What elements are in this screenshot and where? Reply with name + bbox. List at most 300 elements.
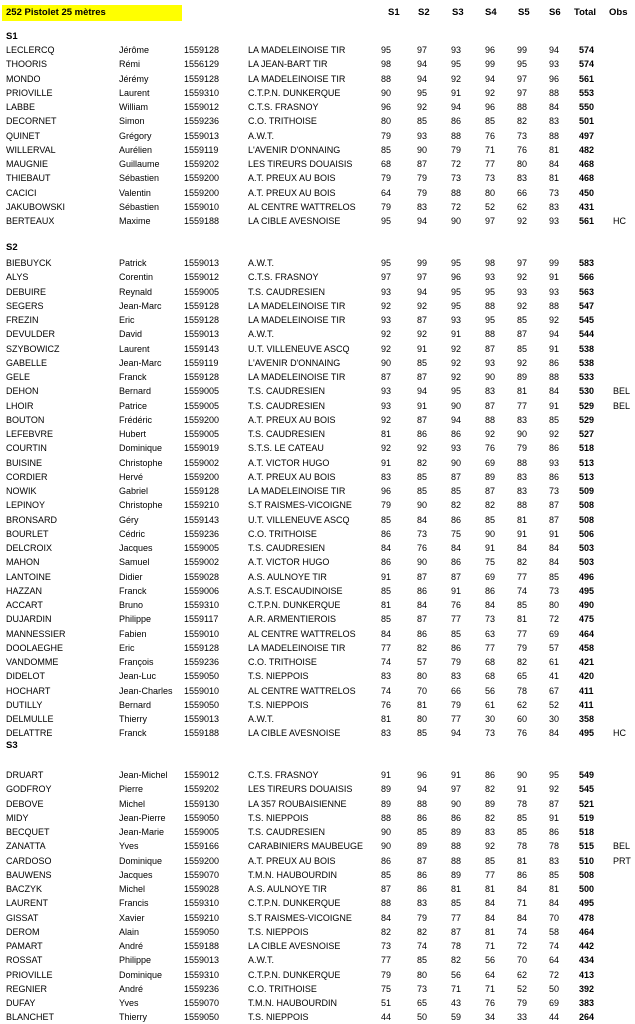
cell-s5: 83 — [517, 173, 528, 184]
cell-name: DEBUIRE — [6, 286, 47, 297]
cell-club: A.T. PREUX AU BOIS — [248, 173, 336, 184]
cell-s3: 86 — [451, 116, 462, 127]
cell-s5: 84 — [517, 884, 528, 894]
cell-firstname: Franck — [119, 585, 147, 596]
cell-total: 529 — [579, 414, 595, 425]
cell-s2: 76 — [417, 543, 428, 553]
cell-s5: 90 — [517, 429, 528, 439]
cell-s6: 73 — [549, 187, 560, 198]
cell-s1: 80 — [381, 116, 392, 127]
cell-club: A.W.T. — [248, 714, 275, 724]
cell-s4: 82 — [485, 500, 496, 511]
cell-firstname: Sébastien — [119, 173, 160, 184]
cell-total: 529 — [579, 400, 595, 411]
cell-club: LA CIBLE AVESNOISE — [248, 728, 341, 739]
cell-s5: 92 — [517, 216, 528, 226]
cell-total: 574 — [579, 59, 595, 70]
cell-total: 420 — [579, 671, 595, 682]
cell-s1: 74 — [381, 657, 392, 667]
cell-s2: 90 — [417, 557, 428, 568]
cell-total: 530 — [579, 386, 595, 397]
cell-s5: 72 — [517, 941, 528, 951]
cell-license: 1559019 — [184, 443, 220, 454]
table-row — [0, 299, 635, 313]
cell-s6: 91 — [549, 272, 560, 283]
cell-s2: 87 — [417, 571, 428, 582]
cell-license: 1559210 — [184, 500, 220, 511]
cell-name: DRUART — [6, 770, 44, 780]
cell-firstname: Franck — [119, 728, 147, 739]
cell-s5: 62 — [517, 201, 528, 212]
cell-name: MIDY — [6, 812, 29, 823]
cell-s4: 87 — [485, 343, 496, 354]
cell-license: 1559028 — [184, 884, 220, 894]
cell-club: T.S. NIEPPOIS — [248, 699, 309, 710]
cell-firstname: Jérémy — [119, 73, 149, 84]
cell-name: VANDOMME — [6, 657, 59, 667]
cell-s4: 88 — [485, 329, 496, 340]
cell-s3: 85 — [451, 898, 462, 909]
cell-club: AL CENTRE WATTRELOS — [248, 628, 356, 639]
cell-name: QUINET — [6, 130, 41, 141]
table-row — [0, 911, 635, 925]
cell-s2: 73 — [417, 983, 428, 994]
cell-total: 383 — [579, 998, 595, 1008]
cell-s1: 79 — [381, 130, 392, 141]
cell-s2: 90 — [417, 500, 428, 511]
cell-total: 450 — [579, 187, 595, 198]
cell-s4: 92 — [485, 429, 496, 439]
cell-firstname: Christophe — [119, 457, 163, 468]
cell-name: BOUTON — [6, 414, 45, 425]
cell-s1: 91 — [381, 457, 392, 468]
header-s5: S5 — [518, 7, 530, 18]
cell-s6: 69 — [549, 998, 560, 1008]
cell-firstname: Jean-Marc — [119, 357, 162, 368]
cell-name: BECQUET — [6, 827, 50, 837]
cell-firstname: Jean-Luc — [119, 671, 157, 682]
cell-s3: 93 — [451, 45, 462, 55]
cell-license: 1559010 — [184, 685, 220, 696]
cell-s4: 82 — [485, 812, 496, 823]
cell-s2: 86 — [417, 869, 428, 880]
cell-total: 490 — [579, 600, 595, 610]
cell-name: DELATTRE — [6, 728, 53, 739]
cell-s6: 84 — [549, 159, 560, 169]
cell-license: 1559070 — [184, 998, 220, 1008]
cell-s5: 90 — [517, 770, 528, 780]
cell-club: A.W.T. — [248, 130, 275, 141]
cell-s6: 91 — [549, 812, 560, 823]
cell-s2: 80 — [417, 969, 428, 980]
cell-s1: 92 — [381, 443, 392, 454]
cell-s3: 95 — [451, 286, 462, 297]
cell-s4: 95 — [485, 286, 496, 297]
cell-s5: 60 — [517, 714, 528, 724]
cell-s5: 81 — [517, 614, 528, 625]
cell-s1: 93 — [381, 400, 392, 411]
cell-license: 1559200 — [184, 187, 220, 198]
cell-s1: 74 — [381, 685, 392, 696]
cell-s5: 79 — [517, 443, 528, 454]
cell-s1: 77 — [381, 642, 392, 653]
cell-total: 518 — [579, 827, 595, 837]
cell-s6: 30 — [549, 714, 560, 724]
cell-total: 495 — [579, 585, 595, 596]
table-row — [0, 684, 635, 698]
cell-name: REGNIER — [6, 983, 48, 994]
cell-s3: 71 — [451, 983, 462, 994]
cell-s3: 95 — [451, 300, 462, 311]
cell-s1: 81 — [381, 714, 392, 724]
cell-s3: 89 — [451, 827, 462, 837]
cell-s6: 84 — [549, 543, 560, 553]
cell-firstname: Philippe — [119, 955, 152, 966]
cell-s3: 77 — [451, 614, 462, 625]
cell-s1: 83 — [381, 471, 392, 482]
cell-total: 508 — [579, 514, 595, 525]
cell-s6: 99 — [549, 258, 560, 268]
cell-s1: 86 — [381, 557, 392, 568]
cell-total: 509 — [579, 486, 595, 496]
table-row — [0, 825, 635, 839]
cell-s1: 91 — [381, 770, 392, 780]
cell-name: LEPINOY — [6, 500, 46, 511]
cell-s6: 95 — [549, 770, 560, 780]
cell-club: C.T.S. FRASNOY — [248, 102, 319, 112]
cell-total: 561 — [579, 216, 595, 226]
cell-s2: 81 — [417, 699, 428, 710]
cell-s3: 86 — [451, 557, 462, 568]
cell-s6: 92 — [549, 315, 560, 325]
cell-s6: 86 — [549, 827, 560, 837]
cell-firstname: Yves — [119, 998, 139, 1008]
cell-total: 431 — [579, 201, 595, 212]
cell-s5: 91 — [517, 784, 528, 795]
cell-s2: 94 — [417, 286, 428, 297]
cell-s4: 92 — [485, 87, 496, 98]
table-row — [0, 655, 635, 669]
cell-total: 434 — [579, 955, 595, 966]
cell-firstname: Jean-Marie — [119, 827, 165, 837]
cell-name: DUJARDIN — [6, 614, 52, 625]
cell-s3: 73 — [451, 173, 462, 184]
cell-s1: 73 — [381, 941, 392, 951]
cell-total: 583 — [579, 258, 595, 268]
cell-name: BIEBUYCK — [6, 258, 52, 268]
cell-name: NOWIK — [6, 486, 37, 496]
cell-s4: 99 — [485, 59, 496, 70]
cell-total: 464 — [579, 628, 595, 639]
cell-club: C.T.P.N. DUNKERQUE — [248, 600, 341, 610]
cell-total: 550 — [579, 102, 595, 112]
table-row — [0, 43, 635, 57]
page-title: 252 Pistolet 25 mètres — [6, 7, 106, 18]
cell-name: CARDOSO — [6, 855, 52, 866]
cell-s5: 79 — [517, 998, 528, 1008]
cell-club: LA 357 ROUBAISIENNE — [248, 798, 347, 809]
table-row — [0, 384, 635, 398]
cell-firstname: Eric — [119, 315, 135, 325]
cell-s4: 94 — [485, 73, 496, 84]
cell-s4: 61 — [485, 699, 496, 710]
cell-total: 563 — [579, 286, 595, 297]
cell-club: T.S. NIEPPOIS — [248, 1012, 309, 1023]
table-row — [0, 513, 635, 527]
cell-name: DELCROIX — [6, 543, 53, 553]
cell-s6: 86 — [549, 357, 560, 368]
cell-club: L'AVENIR D'ONNAING — [248, 357, 341, 368]
cell-s2: 99 — [417, 258, 428, 268]
cell-firstname: Valentin — [119, 187, 151, 198]
cell-s1: 86 — [381, 528, 392, 539]
cell-license: 1559012 — [184, 102, 220, 112]
cell-s6: 87 — [549, 500, 560, 511]
cell-s5: 81 — [517, 386, 528, 397]
cell-name: ACCART — [6, 600, 43, 610]
cell-s1: 76 — [381, 699, 392, 710]
cell-license: 1559005 — [184, 827, 220, 837]
cell-s1: 84 — [381, 628, 392, 639]
cell-s4: 85 — [485, 514, 496, 525]
cell-club: CARABINIERS MAUBEUGE — [248, 841, 364, 852]
cell-total: 411 — [579, 685, 594, 696]
cell-license: 1559050 — [184, 1012, 220, 1023]
cell-s4: 77 — [485, 159, 496, 169]
cell-license: 1559010 — [184, 201, 220, 212]
header-s1: S1 — [388, 7, 400, 18]
cell-name: LEFEBVRE — [6, 429, 54, 439]
cell-s4: 88 — [485, 414, 496, 425]
cell-s3: 86 — [451, 514, 462, 525]
table-row — [0, 484, 635, 498]
cell-club: A.T. PREUX AU BOIS — [248, 187, 336, 198]
cell-s4: 85 — [485, 116, 496, 127]
cell-total: 574 — [579, 45, 595, 55]
cell-total: 515 — [579, 841, 595, 852]
cell-s6: 96 — [549, 73, 560, 84]
cell-s2: 80 — [417, 671, 428, 682]
cell-s4: 84 — [485, 898, 496, 909]
cell-s3: 93 — [451, 443, 462, 454]
cell-s3: 82 — [451, 955, 462, 966]
cell-total: 482 — [579, 144, 595, 155]
cell-license: 1559236 — [184, 657, 220, 667]
cell-name: CORDIER — [6, 471, 48, 482]
cell-s1: 92 — [381, 414, 392, 425]
cell-total: 513 — [579, 471, 595, 482]
cell-license: 1559236 — [184, 983, 220, 994]
cell-firstname: Samuel — [119, 557, 150, 568]
cell-name: DEBOVE — [6, 798, 44, 809]
cell-s1: 51 — [381, 998, 392, 1008]
cell-s6: 91 — [549, 400, 560, 411]
cell-s2: 83 — [417, 201, 428, 212]
cell-club: U.T. VILLENEUVE ASCQ — [248, 343, 350, 354]
cell-name: DEHON — [6, 386, 39, 397]
cell-s1: 64 — [381, 187, 392, 198]
cell-license: 1559188 — [184, 941, 220, 951]
cell-s4: 85 — [485, 855, 496, 866]
table-row — [0, 114, 635, 128]
cell-club: C.O. TRITHOISE — [248, 983, 317, 994]
cell-name: PAMART — [6, 941, 43, 951]
cell-total: 468 — [579, 159, 595, 169]
cell-s5: 62 — [517, 699, 528, 710]
cell-s4: 95 — [485, 315, 496, 325]
cell-s1: 79 — [381, 201, 392, 212]
cell-name: DEROM — [6, 926, 40, 937]
table-row — [0, 584, 635, 598]
cell-firstname: Xavier — [119, 912, 145, 923]
cell-name: DOOLAEGHE — [6, 642, 64, 653]
cell-s4: 89 — [485, 471, 496, 482]
cell-firstname: Gabriel — [119, 486, 149, 496]
table-row — [0, 270, 635, 284]
cell-s3: 97 — [451, 784, 462, 795]
cell-name: LECLERCQ — [6, 45, 55, 55]
cell-name: DECORNET — [6, 116, 57, 127]
table-row — [0, 939, 635, 953]
cell-s2: 87 — [417, 315, 428, 325]
cell-s6: 88 — [549, 372, 560, 382]
cell-s3: 90 — [451, 400, 462, 411]
cell-license: 1559188 — [184, 216, 220, 226]
cell-s2: 85 — [417, 116, 428, 127]
cell-s5: 99 — [517, 45, 528, 55]
cell-s1: 86 — [381, 855, 392, 866]
cell-license: 1559310 — [184, 600, 220, 610]
cell-s3: 92 — [451, 343, 462, 354]
cell-obs: PRT — [613, 855, 631, 866]
cell-name: BACZYK — [6, 884, 43, 894]
cell-total: 513 — [579, 457, 595, 468]
cell-s3: 93 — [451, 315, 462, 325]
cell-s2: 84 — [417, 514, 428, 525]
cell-s5: 87 — [517, 329, 528, 340]
cell-s5: 70 — [517, 955, 528, 966]
cell-name: PRIOVILLE — [6, 969, 53, 980]
cell-license: 1559119 — [184, 144, 219, 155]
cell-firstname: Reynald — [119, 286, 153, 297]
cell-s1: 95 — [381, 258, 392, 268]
cell-s1: 90 — [381, 357, 392, 368]
cell-license: 1559200 — [184, 471, 220, 482]
cell-s6: 94 — [549, 45, 560, 55]
cell-club: A.S. AULNOYE TIR — [248, 884, 327, 894]
cell-s5: 82 — [517, 116, 528, 127]
cell-name: BRONSARD — [6, 514, 58, 525]
cell-s4: 90 — [485, 372, 496, 382]
cell-total: 478 — [579, 912, 595, 923]
cell-firstname: Fabien — [119, 628, 147, 639]
cell-total: 392 — [579, 983, 595, 994]
cell-s6: 81 — [549, 884, 560, 894]
cell-s3: 79 — [451, 144, 462, 155]
cell-total: 497 — [579, 130, 595, 141]
cell-license: 1559200 — [184, 855, 220, 866]
cell-s4: 93 — [485, 357, 496, 368]
cell-name: SEGERS — [6, 300, 44, 311]
cell-s4: 69 — [485, 457, 496, 468]
cell-club: C.T.S. FRASNOY — [248, 272, 319, 283]
cell-s4: 68 — [485, 657, 496, 667]
cell-license: 1559050 — [184, 926, 220, 937]
cell-s3: 87 — [451, 926, 462, 937]
table-row — [0, 598, 635, 612]
cell-s1: 79 — [381, 173, 392, 184]
cell-club: T.S. CAUDRESIEN — [248, 400, 326, 411]
table-row — [0, 712, 635, 726]
cell-s2: 87 — [417, 855, 428, 866]
cell-firstname: Bernard — [119, 699, 152, 710]
cell-s1: 81 — [381, 600, 392, 610]
cell-s5: 81 — [517, 855, 528, 866]
cell-firstname: Philippe — [119, 614, 152, 625]
cell-s3: 88 — [451, 841, 462, 852]
cell-s5: 77 — [517, 628, 528, 639]
cell-total: 358 — [579, 714, 595, 724]
cell-s1: 77 — [381, 955, 392, 966]
cell-s1: 89 — [381, 784, 392, 795]
cell-s1: 81 — [381, 429, 392, 439]
cell-s1: 92 — [381, 329, 392, 340]
cell-s6: 85 — [549, 571, 560, 582]
cell-s2: 90 — [417, 144, 428, 155]
cell-s1: 82 — [381, 926, 392, 937]
table-row — [0, 370, 635, 384]
cell-s3: 94 — [451, 728, 462, 739]
cell-s5: 65 — [517, 671, 528, 682]
cell-club: S.T RAISMES-VICOIGNE — [248, 912, 352, 923]
cell-s3: 56 — [451, 969, 462, 980]
cell-license: 1559002 — [184, 457, 220, 468]
cell-s6: 44 — [549, 1012, 560, 1023]
cell-license: 1559128 — [184, 73, 220, 84]
cell-name: ZANATTA — [6, 841, 46, 852]
cell-s3: 91 — [451, 770, 462, 780]
table-row — [0, 143, 635, 157]
cell-license: 1559166 — [184, 841, 220, 852]
cell-s4: 84 — [485, 912, 496, 923]
cell-s6: 84 — [549, 898, 560, 909]
table-row — [0, 768, 635, 782]
cell-s4: 81 — [485, 884, 496, 894]
cell-s5: 88 — [517, 457, 528, 468]
section-label: S2 — [6, 242, 18, 253]
cell-s6: 61 — [549, 657, 560, 667]
table-row — [0, 498, 635, 512]
cell-firstname: Jean-Michel — [119, 770, 168, 780]
cell-s6: 73 — [549, 585, 560, 596]
cell-s6: 83 — [549, 116, 560, 127]
cell-s6: 93 — [549, 216, 560, 226]
cell-club: A.R. ARMENTIEROIS — [248, 614, 337, 625]
cell-s2: 85 — [417, 728, 428, 739]
cell-firstname: Maxime — [119, 216, 151, 226]
cell-name: ALYS — [6, 272, 29, 283]
cell-s3: 87 — [451, 471, 462, 482]
cell-s2: 94 — [417, 784, 428, 795]
cell-club: A.W.T. — [248, 258, 275, 268]
cell-firstname: Dominique — [119, 855, 163, 866]
cell-license: 1559050 — [184, 671, 220, 682]
table-row — [0, 555, 635, 569]
cell-s3: 85 — [451, 486, 462, 496]
table-row — [0, 214, 635, 228]
cell-s4: 86 — [485, 585, 496, 596]
table-row — [0, 868, 635, 882]
